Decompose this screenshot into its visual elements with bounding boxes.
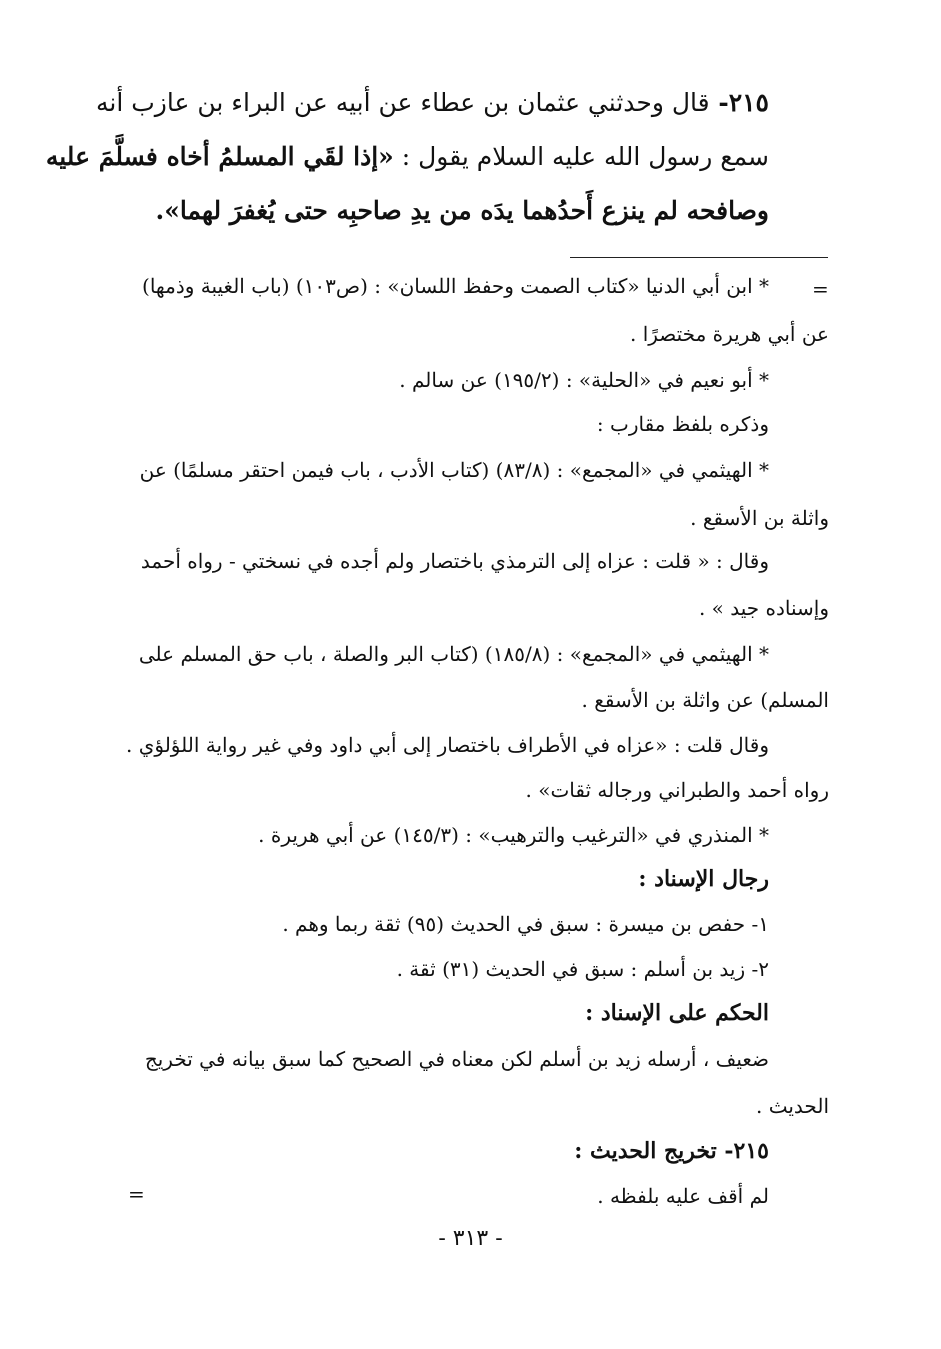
footnote-line: عن أبي هريرة مختصرًا .	[630, 322, 829, 346]
hadith-number: ٢١٥	[728, 88, 769, 117]
hukm-text: ضعيف ، أرسله زيد بن أسلم لكن معناه في الصحيح كما سبق بيانه في تخريج	[144, 1047, 769, 1071]
hukm-heading: الحكم على الإسناد :	[585, 1000, 769, 1026]
rijal-item: ١- حفص بن ميسرة : سبق في الحديث (٩٥) ثقة ربما وهم .	[282, 912, 769, 936]
continuation-mark-bottom: =	[128, 1182, 145, 1206]
hadith-text-1: قال وحدثني عثمان بن عطاء عن أبيه عن البراء بن عازب أنه	[96, 88, 710, 117]
hukm-text: الحديث .	[756, 1094, 829, 1118]
footnote-line: وقال قلت : «عزاه في الأطراف باختصار إلى أبي داود وفي غير رواية اللؤلؤي .	[126, 733, 769, 757]
hadith-quote-2: وصافحه لم ينزع أَحدُهما يدَه من يدِ صاحبِه حتى يُغفرَ لهما».	[155, 196, 769, 225]
footnote-line: * المنذري في «الترغيب والترهيب» : (١٤٥/٣) عن أبي هريرة .	[258, 823, 769, 847]
hadith-line-2	[46, 142, 769, 171]
footnote-line: * الهيثمي في «المجمع» : (٨٣/٨) (كتاب الأدب ، باب فيمن احتقر مسلمًا) عن	[139, 458, 769, 482]
takhrij-number: ٢١٥	[733, 1138, 769, 1164]
footnote-line: وإسناده جيد » .	[698, 596, 829, 620]
footnote-line: المسلم) عن واثلة بن الأسقع .	[581, 688, 829, 712]
footnote-line: * الهيثمي في «المجمع» : (١٨٥/٨) (كتاب البر والصلة ، باب حق المسلم على	[138, 642, 769, 666]
rijal-item: ٢- زيد بن أسلم : سبق في الحديث (٣١) ثقة .	[396, 957, 769, 981]
continuation-mark-top: =	[812, 277, 829, 301]
footnote-line: رواه أحمد والطبراني ورجاله ثقات» .	[525, 778, 829, 802]
footnote-line: * أبو نعيم في «الحلية» : (١٩٥/٢) عن سالم .	[399, 368, 769, 392]
footnote-line: وقال : « قلت : عزاه إلى الترمذي باختصار ولم أجده في نسختي - رواه أحمد	[140, 549, 769, 573]
footnote-line: * ابن أبي الدنيا «كتاب الصمت وحفظ اللسان» : (ص١٠٣) (باب الغيبة وذمها)	[142, 274, 769, 298]
rijal-heading: رجال الإسناد :	[638, 866, 769, 892]
footnote-line: واثلة بن الأسقع .	[690, 506, 829, 530]
page-number: - ٣١٣ -	[438, 1226, 503, 1251]
hadith-quote-1: «إذا لقَي المسلمُ أخاه فسلَّمَ عليه	[45, 142, 394, 171]
takhrij-heading	[574, 1138, 769, 1164]
hadith-line-1: ٢١٥- قال وحدثني عثمان بن عطاء عن أبيه عن البراء بن عازب أنه	[96, 88, 769, 117]
footnote-line: وذكره بلفظ مقارب :	[596, 412, 769, 436]
takhrij-title: - تخريج الحديث :	[574, 1138, 734, 1164]
hadith-line-3	[156, 196, 769, 225]
hadith-text-2: سمع رسول الله عليه السلام يقول :	[401, 142, 769, 171]
takhrij-text: لم أقف عليه بلفظه .	[597, 1184, 769, 1208]
footnote-separator	[570, 257, 828, 258]
